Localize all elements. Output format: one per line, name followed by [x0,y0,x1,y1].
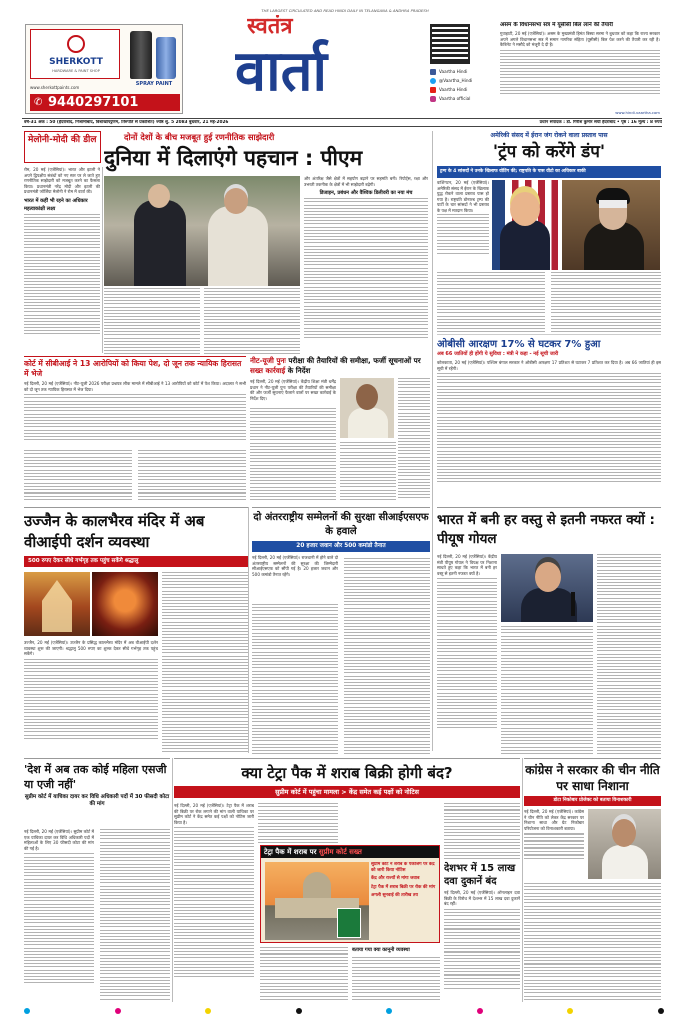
kicker-top: दोनों देशों के बीच मजबूत हुई रणनीतिक साझेदारी [124,132,275,142]
ngo-headline: 'देश में अब तक कोई महिला एसजी या एजी नहीं' [24,763,167,791]
neet-story [250,356,430,500]
khamenei-photo [562,180,660,270]
ngo-lines-a [24,853,94,983]
registration-mark [386,1008,392,1014]
ad-phone-bar [30,94,180,111]
khamenei-face [599,200,627,230]
us-lower-lines-b [551,272,661,332]
facebook-icon[interactable] [430,69,436,75]
cong-col-a [524,809,584,879]
website[interactable]: www.hindi.vaartha.com [615,110,660,115]
social-twitter[interactable]: @Vaartha_Hindi [439,78,473,83]
tetra-headline: क्या टेट्रा पैक में शराब बिक्री होगी बंद? [241,764,453,782]
tetra-bullet-4: अगली सुनवाई की तारीख तय [371,893,418,899]
cisf-lines-right [344,558,430,754]
tetra-story [174,758,520,1002]
youtube-icon[interactable] [430,87,436,93]
lead-col-left [24,167,100,353]
us-kicker: अमेरिकी संसद में ईरान जंग रोकने वाला प्रस्ताव पास [490,132,608,139]
lead-body: रोम, 20 मई (एजेंसियां)। भारत और इटली ने अपने द्विपक्षीय संबंधों को नए स्तर पर ले जाते हुए रणनीतिक साझेदारी को मजबूत करने का फैसला किया। प्रधानमंत्री नरेंद्र मोदी और इटली की प्रधानमंत्री जॉर्जिया मेलोनी ने रोम में वार्ता की। [24,167,100,195]
column-rule [248,507,249,753]
cisf-body: नई दिल्ली, 20 मई (एजेंसियां)। राजधानी में होने वाले दो अंतरराष्ट्रीय सम्मेलनों की सुरक्षा की जिम्मेदारी सीआईएसएफ को सौंपी गई है। 20 हजार जवान और 500 कमांडो तैनात रहेंगे। [252,555,338,577]
lead-left-lines [24,214,100,334]
lead-mid-lines [104,288,200,354]
obc-lines [437,373,661,485]
photo-figure-2 [208,206,268,286]
phone-icon: ✆ [34,97,43,108]
cisf-story [252,507,430,755]
lead-right-sub: डिजाइन, प्रबंधन और वैश्विक डिलीवरी का नया मंच [319,190,413,197]
us-lower-lines-a [437,272,545,332]
spray-can-image-2 [156,37,176,79]
lead-mid-lines-2 [204,288,300,354]
cong-lines-b [524,883,661,1002]
tetra-strap: सुप्रीम कोर्ट में पहुंचा मामला > केंद्र समेत कई पक्षों को नोटिस [174,786,520,798]
court-headline: कोर्ट में सीबीआई ने 13 आरोपियों को किया पेश, दो जून तक न्यायिक हिरासत में भेजे [24,359,242,378]
advertisement [25,24,183,114]
lead-right-lines [304,198,428,338]
goyal-body-shape [521,588,577,622]
photo-figure-1-head [148,184,170,208]
column-rule [432,131,433,751]
goyal-photo [501,554,593,622]
lead-col-mid [104,288,300,354]
goyal-left-col [437,554,497,754]
neet-headline-a: नीट-यूजी पुनः [250,356,286,365]
ujjain-left-col [24,640,158,752]
us-headline: 'ट्रंप को करेंगे डंप' [492,142,606,162]
ujjain-body: उज्जैन, 20 मई (एजेंसियां)। उज्जैन के प्रसिद्ध कालभैरव मंदिर में अब वीआईपी दर्शन व्यवस्था शुरू की जाएगी। श्रद्धालु 500 रुपए का शुल्क देकर सीधे गर्भगृह तक पहुंच सकेंगे। [24,640,158,657]
registration-mark [658,1008,664,1014]
jairam-head [612,819,636,847]
us-body: वाशिंगटन, 20 मई (एजेंसियां)। अमेरिकी संसद में ईरान के खिलाफ युद्ध रोकने वाला प्रस्ताव पास हो गया है। राष्ट्रपति डोनाल्ड ट्रम्प की पार्टी के चार सांसदों ने भी प्रस्ताव के पक्ष में मतदान किया। [437,180,489,213]
goyal-right-lines [597,554,661,754]
ujjain-right-lines [162,572,248,752]
dengue-pre-lines [444,803,520,859]
ad-phone: 9440297101 [48,95,139,110]
logo-name-top: स्वतंत्र [247,15,293,39]
twitter-icon[interactable] [430,78,436,84]
jairam-photo [588,809,661,879]
court-dome [303,872,331,900]
masthead [0,0,673,118]
ujjain-headline: उज्जैन के कालभैरव मंदिर में अब वीआईपी दर्शन व्यवस्था [24,512,205,551]
pradhan-head [356,384,378,410]
trump-suit [500,220,550,270]
lead-col-right [304,176,428,354]
tetra-lines-b [258,803,338,843]
dateline-bar [22,118,662,127]
goyal-headline: भारत में बनी हर वस्तु से इतनी नफरत क्यों : पीयूष गोयल [437,512,655,547]
temple-shape [42,580,72,632]
cong-story [524,758,661,1002]
supreme-court-image [265,862,369,940]
neet-headline [250,356,430,376]
neet-headline-d: के निर्देश [285,366,311,375]
goyal-story [437,507,661,755]
obc-strap: अब 66 जातियों ही होंगी ये सुविधा : मंत्री ने कहा - नई सूची जारी [437,351,559,357]
tetra-lines-c [260,947,348,1002]
tetra-panel-title-a: टेट्रा पैक में शराब पर [264,848,319,856]
neet-body: नई दिल्ली, 20 मई (एजेंसियां)। केंद्रीय शिक्षा मंत्री धर्मेंद्र प्रधान ने नीट-यूजी पुनः परीक्षा की तैयारियों की समीक्षा की और फर्जी सूचनाएं फैलाने वालों पर सख्त कार्रवाई के निर्देश दिए। [250,379,336,401]
ngo-col-a [24,829,94,1002]
goyal-body: नई दिल्ली, 20 मई (एजेंसियां)। केंद्रीय मंत्री पीयूष गोयल ने विपक्ष पर निशाना साधते हुए कहा कि भारत में बनी हर वस्तु से इतनी नफरत क्यों है। [437,554,497,576]
ad-site: www.sherkottpaints.com [30,85,80,90]
ngo-body: नई दिल्ली, 20 मई (एजेंसियां)। सुप्रीम कोर्ट में एक याचिका दायर कर विधि अधिकारी पदों में महिलाओं के लिए 30 फीसदी कोटा की मांग की गई है। [24,829,94,851]
obc-body: कोलकाता, 20 मई (एजेंसियां)। पश्चिम बंगाल सरकार ने ओबीसी आरक्षण 17 प्रतिशत से घटाकर 7 प्रतिशत कर दिया है। अब 66 जातियां ही इस सूची में रहेंगी। [437,360,661,371]
ngo-strap: सुप्रीम कोर्ट में याचिका दायर कर विधि अधिकारी पदों में 30 फीसदी कोटा की मांग [24,794,170,807]
spray-can-image [130,31,152,79]
registration-mark [24,1008,30,1014]
ad-brand: SHERKOTT [49,57,103,67]
ujjain-strap: 500 रुपए देकर सीधे गर्भगृह तक पहुंच सकेंगे श्रद्धालु [24,556,248,567]
jairam-body [602,845,648,879]
ujjain-idol-photo [92,572,158,636]
ujjain-left-lines [24,659,158,739]
registration-mark [205,1008,211,1014]
ear-story [500,22,660,114]
lead-photo-modi-melonee [104,176,300,286]
ngo-lines-b [100,829,170,1002]
ear-headline: असम के विधानसभा सत्र में यूसीसी बिल लाने की तैयारी [500,22,614,28]
ngo-cols [24,829,170,1002]
lead-headline: दुनिया में दिलाएंगे पहचान : पीएम [104,146,363,170]
court-lower-lines-b [138,450,246,500]
tetra-bullet-2: केंद्र और राज्यों से मांगा जवाब [371,876,420,882]
tetra-panel-title [261,846,439,858]
column-rule [102,167,103,353]
tetra-sub-head: बताया गया क्या कानूनी व्यवस्था [352,947,410,953]
cisf-headline: दो अंतरराष्ट्रीय सम्मेलनों की सुरक्षा सीआईएसएफ के हवाले [253,512,429,537]
us-col-text [437,180,489,270]
instagram-icon[interactable] [430,96,436,102]
ad-logo-mark [67,35,85,53]
ear-body-lines [500,50,660,94]
ujjain-story [24,507,248,755]
obc-headline: ओबीसी आरक्षण 17% से घटकर 7% हुआ [437,339,601,350]
pradhan-photo [340,378,394,438]
goyal-head [535,562,561,592]
social-instagram[interactable]: Vaartha official [439,96,471,101]
lead-sub2: महत्वाकांक्षी लक्ष्य [24,205,56,212]
registration-mark [296,1008,302,1014]
neet-headline-c: सख्त कार्रवाई [250,366,286,375]
ad-product: SPRAY PAINT [135,81,173,87]
registration-mark [477,1008,483,1014]
print-registration-strip [24,1008,664,1016]
court-story [24,356,246,448]
column-rule [522,758,523,1002]
photo-figure-1 [134,200,186,286]
tetra-panel [260,845,440,943]
qr-code-icon[interactable] [430,24,470,64]
court-lower-lines [24,450,132,500]
tetra-col-a [174,803,254,1002]
dengue-box [444,803,520,1002]
trump-photo [492,180,558,270]
cisf-strap: 20 हजार जवान और 500 कमांडो तैनात [252,541,430,552]
kicker-left-text: मेलोनी-मोदी की डील [28,135,97,145]
tetra-panel-title-b: सुप्रीम कोर्ट सख्त [318,848,362,856]
cong-lines-a [524,833,584,859]
tetra-bullets [371,862,437,942]
tetra-lines-a [174,827,254,977]
editor-line: प्रधान संपादक : डॉ. गिरीश कुमार संघी हैदराबाद • पृष्ठ : 16 मूल्य : 8 रुपये [539,120,662,125]
masthead-tagline: THE LARGEST CIRCULATED AND READ HINDI DAILY IN TELANGANA & ANDHRA PRADESH [261,8,429,13]
obc-story [437,334,661,502]
logo-name-main: वार्ता [235,39,328,104]
social-youtube[interactable]: Vaartha Hindi [439,87,468,92]
ngo-story [24,758,170,1002]
dengue-body: नई दिल्ली, 20 मई (एजेंसियां)। ऑनलाइन दवा बिक्री के विरोध में देशभर में 15 लाख दवा दुकानें बंद रहीं। [444,890,520,907]
goyal-left-lines [437,578,497,728]
dengue-headline: देशभर में 15 लाख दवा दुकानें बंद [444,863,516,887]
column-rule [172,758,173,1002]
tetra-bullet-1: सुप्रीम कोर्ट ने शराब के पैकेजिंग पर केंद्र को जारी किया नोटिस [371,862,435,873]
ujjain-temple-photo [24,572,90,636]
registration-mark [567,1008,573,1014]
us-col-lower [437,272,661,332]
lead-sub1: भारत में कहीं भी रहने का अधिकार [24,197,88,204]
lead-right-body: और अंतरिक्ष जैसे क्षेत्रों में सहयोग बढ़ाने पर सहमति बनी। रिपोर्ट्स, रक्षा और उभरती तकनीक के क्षेत्रों में भी साझेदारी बढ़ेगी। [304,176,428,187]
ad-brand-sub: HARDWARE & PAINT SHOP [52,69,100,73]
masthead-logo [215,14,415,112]
court-lines [24,394,246,440]
photo-figure-2-head [224,188,248,214]
liquor-pack-image [337,908,361,938]
court-lines-lower-wrap [24,450,246,500]
tetra-body: नई दिल्ली, 20 मई (एजेंसियां)। टेट्रा पैक में शराब की बिक्री पर रोक लगाने की मांग वाली याचिका पर सुप्रीम कोर्ट ने केंद्र समेत कई पक्षों को नोटिस जारी किया है। [174,803,254,825]
kicker-melonee [24,131,101,163]
goyal-mid-lines [501,626,593,754]
dengue-lines [444,909,520,989]
goyal-mic [571,592,575,616]
cong-headline: कांग्रेस ने सरकार की चीन नीति पर साधा निशाना [525,763,660,793]
us-lines [437,214,489,254]
cisf-lines-left [252,604,338,754]
neet-headline-b: परीक्षा की तैयारियों की समीक्षा, फर्जी सूचनाओं पर [285,356,421,365]
court-body: नई दिल्ली, 20 मई (एजेंसियां)। नीट-यूजी 2026 परीक्षा प्रश्नपत्र लीक मामले में सीबीआई ने 13 आरोपियों को कोर्ट में पेश किया। अदालत ने सभी को दो जून तक न्यायिक हिरासत में भेज दिया। [24,381,246,392]
tetra-bullet-3: टेट्रा पैक में शराब बिक्री पर रोक की मांग [371,884,436,890]
pradhan-body [348,408,388,438]
edition-line: वर्ष-31 अंक : 50 (हैदराबाद, निजामाबाद, विशाखापट्टणम, तिरुपति से प्रकाशित) ज्येष्ठ शु. 5 2083 बुधवार, 21 मई-2026 [24,120,229,125]
social-facebook[interactable]: Vaartha Hindi [439,69,468,74]
registration-mark [115,1008,121,1014]
neet-lines [250,408,336,500]
cong-strap: डोटा निकोबार प्रोजेक्ट को बताया विनाशकारी [524,796,661,806]
neet-lines-2 [398,378,430,498]
ujjain-right-col [162,572,248,752]
ad-logo-box [30,29,120,79]
neet-lines-3 [340,442,396,500]
trump-head [510,192,540,226]
ear-body: गुवाहाटी, 20 मई (एजेंसियां)। असम के मुख्यमंत्री हिमंत बिस्वा सरमा ने बुधवार को कहा कि राज्य सरकार अपने अगले विधानसभा सत्र में समान नागरिक संहिता (यूसीसी) बिल पेश करने की तैयारी कर रही है। कैबिनेट ने मसौदे को मंजूरी दे दी है। [500,31,660,48]
social-links [430,69,500,111]
cong-body: नई दिल्ली, 20 मई (एजेंसियां)। कांग्रेस ने चीन नीति को लेकर केंद्र सरकार पर निशाना साधा और ग्रेट निकोबार परियोजना को विनाशकारी बताया। [524,809,584,831]
us-strap: ट्रम्प के 4 सांसदों ने उनके खिलाफ वोटिंग की; राष्ट्रपति के पास वीटो का अधिकार बाकी [437,166,661,178]
tetra-lines-d [352,957,440,1002]
